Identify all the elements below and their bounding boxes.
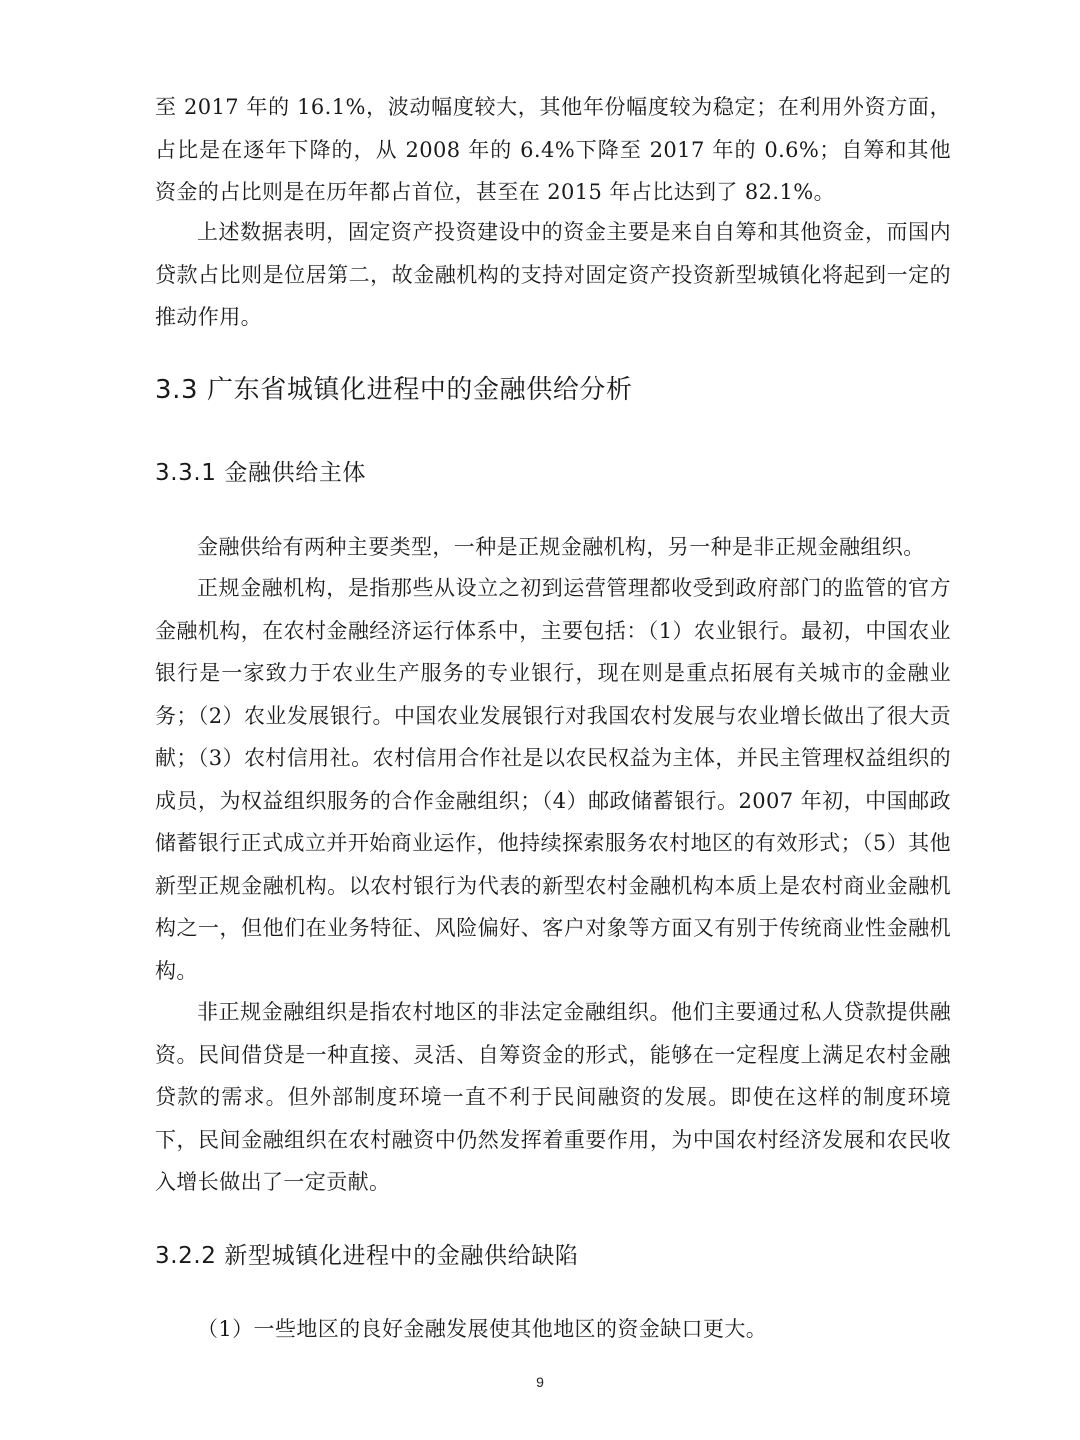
subsection-heading-3-2-2: 3.2.2 新型城镇化进程中的金融供给缺陷 bbox=[155, 1243, 579, 1269]
paragraph-informal-organizations: 非正规金融组织是指农村地区的非法定金融组织。他们主要通过私人贷款提供融资。民间借贷是一种直接、灵活、自筹资金的形式，能够在一定程度上满足农村金融贷款的需求。但外部制度环境一直不利于民间融资的发展。即使在这样的制度环境下，民间金融组织在农村融资中仍然发挥着重要作用，为中国农村经济发展和农民收入增长做出了一定贡献。 bbox=[155, 1000, 951, 1194]
paragraph-data-conclusion: 上述数据表明，固定资产投资建设中的资金主要是来自自筹和其他资金，而国内贷款占比则是位居第二，故金融机构的支持对固定资产投资新型城镇化将起到一定的推动作用。 bbox=[155, 220, 951, 329]
section-heading-3-3: 3.3 广东省城镇化进程中的金融供给分析 bbox=[155, 375, 633, 405]
subsection-heading-3-3-1: 3.3.1 金融供给主体 bbox=[155, 460, 367, 486]
paragraph-formal-institutions: 正规金融机构，是指那些从设立之初到运营管理都收受到政府部门的监管的官方金融机构，在农村金融经济运行体系中，主要包括：（1）农业银行。最初，中国农业银行是一家致力于农业生产服务的专业银行，现在则是重点拓展有关城市的金融业务；（2）农业发展银行。中国农业发展银行对我国农村发展与农业增长做出了很大贡献；（3）农村信用社。农村信用合作社是以农民权益为主体，并民主管理权益组织的成员，为权益组织服务的合作金融组织；（4）邮政储蓄银行。2007 年初，中国邮政储蓄银行正式成立并开始商业运作，他持续探索服务农村地区的有效形式；（5）其他新型正规金融机构。以农村银行为代表的新型农村金融机构本质上是农村商业金融机构之一，但他们在业务特征、风险偏好、客户对象等方面又有别于传统商业性金融机构。 bbox=[155, 576, 951, 983]
paragraph-list-item-1: （1）一些地区的良好金融发展使其他地区的资金缺口更大。 bbox=[197, 1317, 768, 1341]
page-number: 9 bbox=[536, 1374, 544, 1390]
paragraph-supply-types: 金融供给有两种主要类型，一种是正规金融机构，另一种是非正规金融组织。 bbox=[197, 535, 925, 559]
paragraph-funding-sources: 至 2017 年的 16.1%，波动幅度较大，其他年份幅度较为稳定；在利用外资方面，占比是在逐年下降的，从 2008 年的 6.4%下降至 2017 年的 0.6%；自筹和其他资金的占比则是在历年都占首位，甚至在 2015 年占比达到了 82.1%。 bbox=[155, 95, 951, 204]
document-page bbox=[155, 0, 951, 1440]
